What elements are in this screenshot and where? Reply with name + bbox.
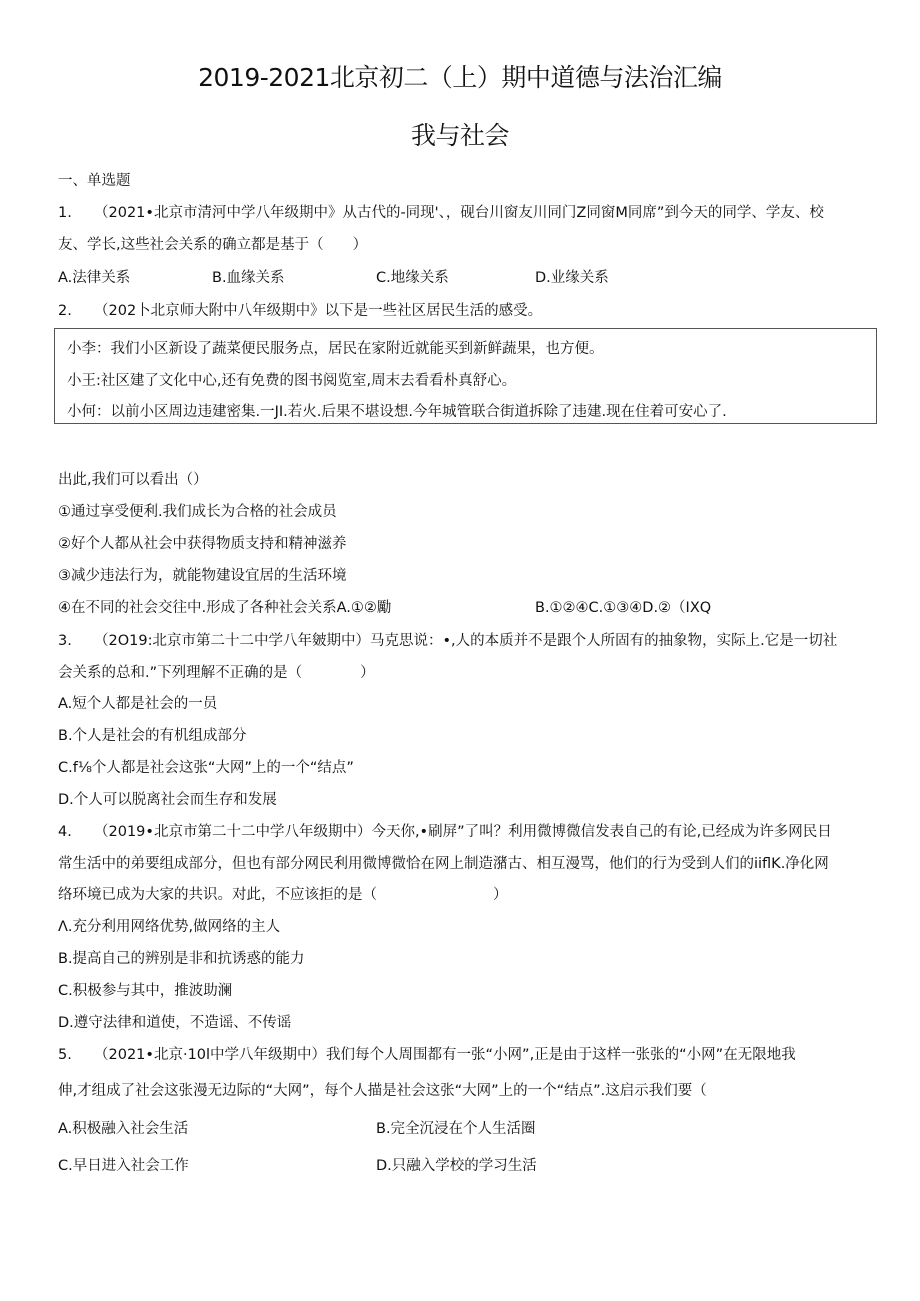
material-line: 小王:社区建了文化中心,还有免费的图书阅览室,周末去看看朴真舒心。	[67, 373, 517, 389]
question-number: 1.	[58, 205, 72, 221]
question-text-line: （2021•北京·10l中学八年级期中）我们每个人周围都有一张“小网”,正是由于这样一张张的“小网”在无限地我	[94, 1047, 796, 1063]
section-heading: 一、单选题	[58, 173, 131, 189]
option-c: C.积极参与其中，推波助澜	[58, 983, 233, 999]
statement-4-and-option-a: ④在不同的社会交往中.形成了各种社会关系A.①②勵	[58, 600, 392, 616]
question-number: 4.	[58, 824, 72, 840]
option-b: B.个人是社会的有机组成部分	[58, 728, 247, 744]
material-line: 小李：我们小区新设了蔬菜便民服务点，居民在家附近就能买到新鲜蔬果，也方便。	[67, 341, 604, 357]
option-c: C.早日进入社会工作	[58, 1158, 189, 1174]
document-subtitle: 我与社会	[410, 121, 509, 150]
question-prompt: 出此,我们可以看出（）	[58, 472, 208, 488]
question-text-line: 会关系的总和.”下列理解不正确的是（ ）	[58, 665, 375, 681]
option-a: Λ.充分利用网络优势,做网络的主人	[58, 919, 281, 935]
option-a: A.短个人都是社会的一员	[58, 696, 218, 712]
question-text-line: 络环境已成为大家的共识。对此，不应该拒的是（ ）	[58, 887, 508, 903]
question-text-line: （2021•北京市清河中学八年级期中》从古代的-同现'、，砚台川窗友川同门Z同窗M同席”到今天的同学、学友、校	[94, 205, 824, 221]
question-1	[58, 203, 824, 223]
question-text-line: （2O19:北京市第二十二中学八年皴期中）马克思说：•,人的本质并不是跟个人所固有的抽象物，实际上.它是一切社	[94, 633, 838, 649]
question-text-line: （2019•北京市第二十二中学八年级期中）今天你,•刷屏”了叫？利用微博微信发表自己的有论,已经成为许多网民日	[94, 824, 832, 840]
option-d: D.业缘关系	[535, 270, 609, 286]
option-d: D.个人可以脱离社会而生存和发展	[58, 792, 277, 808]
question-text-line: 伸,才组成了社会这张漫无边际的“大网”，每个人描是社会这张“大网”上的一个“结点”.这启示我们要（	[58, 1083, 707, 1099]
material-line: 小何：以前小区周边违建密集.一JI.若火.后果不堪设想.今年城管联合街道拆除了违建.现在住着可安心了.	[67, 404, 727, 420]
question-text-line: 常生活中的弟要组成部分，但也有部分网民利用微博微恰在网上制造潴古、相互漫骂，他们的行为受到人们的iiflK.净化网	[58, 856, 829, 872]
statement-1: ①通过享受便利.我们成长为合格的社会成员	[58, 504, 337, 520]
option-b: B.完全沉浸在个人生活圈	[376, 1121, 536, 1137]
option-c: C.地缘关系	[376, 270, 449, 286]
option-a: A.法律关系	[58, 270, 131, 286]
document-title: 2019-2021北京初二（上）期中道德与法治汇编	[198, 63, 722, 92]
question-number: 2.	[58, 303, 72, 319]
option-c: C.f⅛个人都是社会这张“大网”上的一个“结点”	[58, 760, 354, 776]
options-bcd: B.①②④C.①③④D.②（IXQ	[535, 600, 712, 616]
option-b: B.血缘关系	[212, 270, 285, 286]
question-number: 3.	[58, 633, 72, 649]
option-d: D.遵守法律和道使，不造谣、不传谣	[58, 1015, 292, 1031]
statement-3: ③减少违法行为，就能物建设宜居的生活环境	[58, 568, 347, 584]
question-number: 5.	[58, 1047, 72, 1063]
option-a: A.积极融入社会生活	[58, 1121, 189, 1137]
question-text-line: （202卜北京师大附中八年级期中》以下是一些社区居民生活的感受。	[94, 303, 543, 319]
option-b: B.提高自己的辨别是非和抗诱惑的能力	[58, 951, 305, 967]
question-4	[58, 822, 832, 842]
option-d: D.只融入学校的学习生活	[376, 1158, 537, 1174]
question-3	[58, 631, 837, 651]
question-5	[58, 1045, 796, 1065]
statement-2: ②好个人都从社会中获得物质支持和精神滋养	[58, 536, 347, 552]
question-text-line: 友、学长,这些社会关系的确立都是基于（ ）	[58, 237, 368, 253]
question-2	[58, 301, 542, 321]
